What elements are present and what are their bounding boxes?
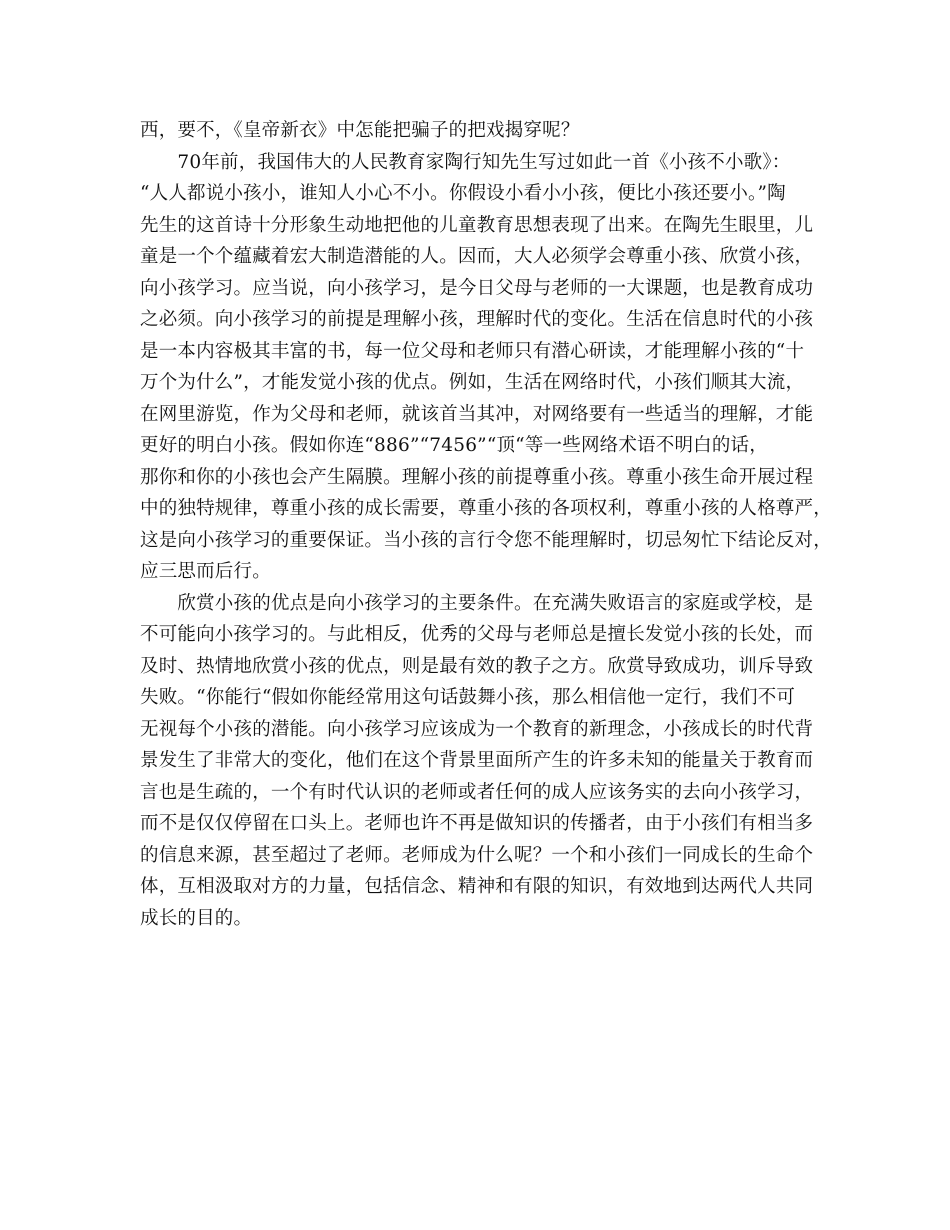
text-line: 中的独特规律，尊重小孩的成长需要，尊重小孩的各项权利，尊重小孩的人格尊严， xyxy=(140,498,832,519)
text-line: 应三思而后行。 xyxy=(140,561,271,582)
text-line: 不可能向小孩学习的。与此相反，优秀的父母与老师总是擅长发觉小孩的长处，而 xyxy=(140,624,814,645)
text-line: 西，要不，《皇帝新衣》中怎能把骗子的把戏揭穿呢？ xyxy=(140,120,580,141)
body-text xyxy=(140,115,832,934)
text-line: 之必须。向小孩学习的前提是理解小孩，理解时代的变化。生活在信息时代的小孩 xyxy=(140,309,814,330)
text-line: 更好的明白小孩。假如你连“886”“7456”“顶“等一些网络术语不明白的话， xyxy=(140,435,768,456)
text-line: 童是一个个蕴藏着宏大制造潜能的人。因而，大人必须学会尊重小孩、欣赏小孩， xyxy=(140,246,814,267)
text-line: 万个为什么”，才能发觉小孩的优点。例如，生活在网络时代，小孩们顺其大流， xyxy=(140,372,805,393)
text-line: 欣赏小孩的优点是向小孩学习的主要条件。在充满失败语言的家庭或学校，是 xyxy=(140,592,814,614)
text-line: 体，互相汲取对方的力量，包括信念、精神和有限的知识，有效地到达两代人共同 xyxy=(140,876,814,897)
text-line: 先生的这首诗十分形象生动地把他的儿童教育思想表现了出来。在陶先生眼里，儿 xyxy=(140,214,814,236)
text-line: 向小孩学习。应当说，向小孩学习，是今日父母与老师的一大课题，也是教育成功 xyxy=(140,277,814,299)
text-line: 那你和你的小孩也会产生隔膜。理解小孩的前提尊重小孩。尊重小孩生命开展过程 xyxy=(140,466,814,488)
text-line: 言也是生疏的，一个有时代认识的老师或者任何的成人应该务实的去向小孩学习， xyxy=(140,781,814,803)
text-line: 无视每个小孩的潜能。向小孩学习应该成为一个教育的新理念，小孩成长的时代背 xyxy=(140,718,814,740)
text-line: 的信息来源，甚至超过了老师。老师成为什么呢？一个和小孩们一同成长的生命个 xyxy=(140,844,814,866)
text-line: 70年前，我国伟大的人民教育家陶行知先生写过如此一首《小孩不小歌》： xyxy=(140,151,791,173)
text-line: 失败。“你能行“假如你能经常用这句话鼓舞小孩，那么相信他一定行，我们不可 xyxy=(140,687,796,708)
text-line: 这是向小孩学习的重要保证。当小孩的言行令您不能理解时，切忌匆忙下结论反对， xyxy=(140,529,832,551)
text-line: 成长的目的。 xyxy=(140,907,253,929)
text-line: 及时、热情地欣赏小孩的优点，则是最有效的教子之方。欣赏导致成功，训斥导致 xyxy=(140,655,814,677)
text-line: 是一本内容极其丰富的书，每一位父母和老师只有潜心研读，才能理解小孩的“十 xyxy=(140,340,805,362)
text-line: 在网里游览，作为父母和老师，就该首当其冲，对网络要有一些适当的理解，才能 xyxy=(140,403,814,425)
text-line: 而不是仅仅停留在口头上。老师也许不再是做知识的传播者，由于小孩们有相当多 xyxy=(140,813,814,834)
text-line: “人人都说小孩小，谁知人小心不小。你假设小看小小孩，便比小孩还要小。”陶 xyxy=(140,183,786,204)
text-line: 景发生了非常大的变化，他们在这个背景里面所产生的许多未知的能量关于教育而 xyxy=(140,750,814,771)
